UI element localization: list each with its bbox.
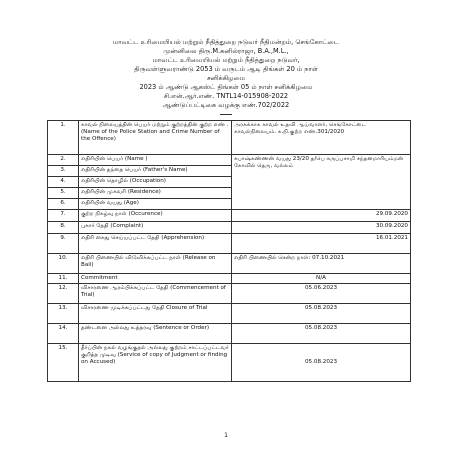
row-number: 15. [48,344,79,382]
row-value: 05.08.2023 [232,324,411,344]
row-label: எதிரியின் பெயர் (Name ) [79,155,232,166]
table-row [48,284,411,304]
row-label: எதிரியின் தொழில் (Occupation) [79,177,232,188]
row-number: 4. [48,177,79,188]
table-row [48,234,411,254]
english-date-line: 2023 ம் ஆண்டு ஆகஸ்ட் திங்கள் 05 ம் நாள் சனிக்கிழமை [139,83,313,91]
header-divider [220,114,232,115]
row-value: 30.09.2020 [232,222,411,234]
row-label: தீர்ப்பின் நகல் வழங்குதல் அல்லது குற்றம் சாட்டப்பட்டவர் குறித்த முடிவு (Service of copy of Judgment or finding on Accused) [79,344,232,382]
row-number: 5. [48,188,79,199]
row-value: N/A [232,274,411,284]
row-number: 13. [48,304,79,324]
designation-line: மாவட்ட உரிமையியல் மற்றும் நீதித்துறை நடுவர், [152,56,300,64]
row-number: 11. [48,274,79,284]
row-number: 10. [48,254,79,274]
accused-details-value: சுபாஷ்கண்ணன் வயது 23/20 த/பெ கருப்பசாமி சந்தனமாரியம்மன் கோவில் தெரு, வல்லம் [232,155,411,210]
row-label: எதிரியின் தந்தை பெயர் (Father's Name) [79,166,232,177]
row-number: 3. [48,166,79,177]
page-number: 1 [224,432,228,439]
table-row [48,344,411,382]
court-name-line: மாவட்ட உரிமையியல் மற்றும் நீதித்துறை நடுவர் நீதிமன்றம், செங்கோட்டை [112,38,339,46]
table-row [48,274,411,284]
row-number: 14. [48,324,79,344]
row-value: 16.01.2021 [232,234,411,254]
table-row [48,222,411,234]
row-value: அரசுக்காக காவல் உதவி ஆய்வாளர், செங்கோட்டை காவல்நிலையம். க.நி.குற்ற எண்.301/2020 [232,121,411,155]
row-value: 05.06.2023 [232,284,411,304]
row-value: எதிரி பிணையில் சென்ற நாள்: 07.10.2021 [232,254,411,274]
table-row [48,121,411,155]
table-row [48,324,411,344]
table-row [48,210,411,222]
table-row [48,304,411,324]
table-row [48,254,411,274]
row-number: 12. [48,284,79,304]
tamil-day-line: சனிக்கிழமை [206,74,245,82]
row-label: காவல் நிலையத்தின் பெயர் மற்றும் குற்றத்தின் குற்ற எண் . (Name of the Police Station and Crime Number of the Offence) [79,121,232,155]
row-number: 8. [48,222,79,234]
row-label: எதிரியின் முகவரி (Residence) [79,188,232,199]
row-number: 2. [48,155,79,166]
row-number: 6. [48,199,79,210]
row-label: தண்டனை அல்லது உத்தரவு (Sentence or Order) [79,324,232,344]
row-number: 1. [48,121,79,155]
case-number: ஆண்டுப்பட்டிகை வழக்கு எண்.702/2022 [162,101,290,109]
row-number: 7. [48,210,79,222]
row-label: Commitment [79,274,232,284]
row-value: 29.09.2020 [232,210,411,222]
row-label: விசாரணை ஆரம்பிக்கப்பட்ட தேதி (Commencement of Trial) [79,284,232,304]
table-row [48,155,411,166]
row-label: எதிரி கைது செய்யப்பட்ட தேதி (Apprehension) [79,234,232,254]
row-value: 05.08.2023 [232,344,411,382]
row-value: 05.08.2023 [232,304,411,324]
row-label: குற்ற நிகழ்வு நாள் (Occurence) [79,210,232,222]
cnr-number: சி.என்.ஆர்.எண். TNTL14-015908-2022 [163,92,289,100]
tamil-date-line: திருவள்ளுவராண்டு 2053 ம் வருடம் ஆடி திங்கள் 20 ம் நாள் [134,65,318,73]
case-details-table [47,120,411,382]
row-label: விசாரணை முடிக்கப்பட்டது தேதி Closure of Trial [79,304,232,324]
row-number: 9. [48,234,79,254]
row-label: எதிரி பிணையில் விடுவிக்கப்பட்ட நாள் (Release on Bail) [79,254,232,274]
presiding-officer-line: முன்னிலை திரு.M.சுனில்ராஜா, B.A.,M.L., [163,47,289,55]
row-label: புகார் தேதி (Complaint) [79,222,232,234]
row-label: எதிரியின் வயது (Age) [79,199,232,210]
